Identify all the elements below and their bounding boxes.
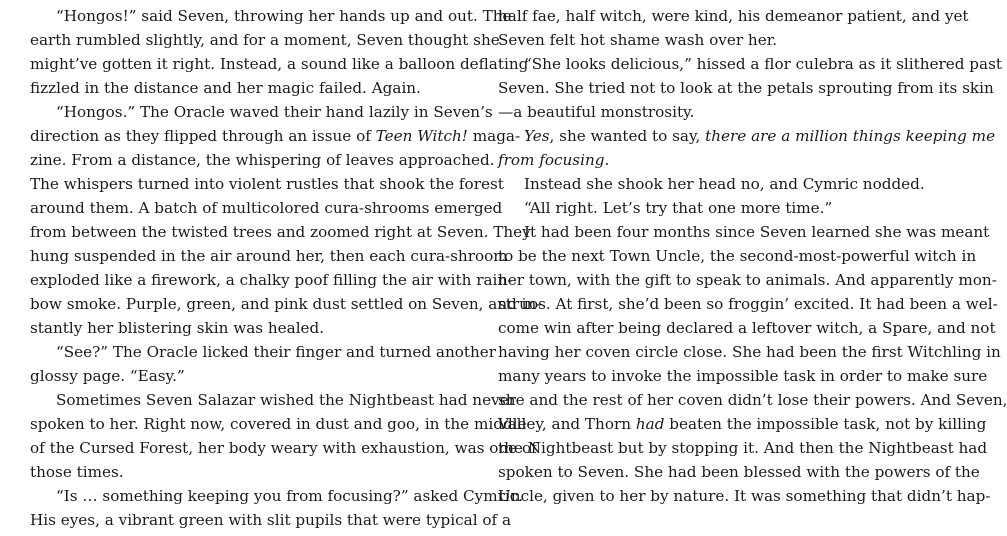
text-line xyxy=(498,28,930,52)
text-line xyxy=(498,76,994,100)
text-segment: Instead she shook her head no, and Cymric nodded. xyxy=(524,175,925,193)
text-segment: “Hongos!” said Seven, throwing her hands up and out. The xyxy=(56,7,512,25)
text-segment: come win after being declared a leftover witch, a Spare, and not xyxy=(498,319,996,337)
text-line xyxy=(30,460,462,484)
text-segment: glossy page. “Easy.” xyxy=(30,367,185,385)
text-line xyxy=(30,292,542,316)
text-line xyxy=(30,124,521,148)
text-line xyxy=(30,244,508,268)
text-segment: . xyxy=(604,151,610,169)
text-segment: maga- xyxy=(467,127,521,145)
text-segment: Uncle, given to her by nature. It was something that didn’t hap- xyxy=(498,487,991,505)
text-line xyxy=(30,28,500,52)
text-line xyxy=(498,4,969,28)
text-line xyxy=(498,316,996,340)
text-line xyxy=(498,172,930,196)
text-line xyxy=(498,340,1001,364)
text-line xyxy=(498,244,977,268)
text-segment: Sometimes Seven Salazar wished the Nightbeast had never xyxy=(56,391,516,409)
text-line xyxy=(498,148,930,172)
text-segment: “She looks delicious,” hissed a flor culebra as it slithered past xyxy=(524,55,1002,73)
text-line xyxy=(498,220,990,244)
text-line xyxy=(30,340,496,364)
text-line xyxy=(30,388,516,412)
text-segment: direction as they flipped through an issue of xyxy=(30,127,376,145)
text-segment: fizzled in the distance and her magic failed. Again. xyxy=(30,79,421,97)
text-segment: earth rumbled slightly, and for a moment, Seven thought she xyxy=(30,31,500,49)
text-line xyxy=(30,52,529,76)
italic-text: Yes xyxy=(524,127,550,145)
text-line xyxy=(30,196,503,220)
text-line xyxy=(30,508,512,532)
text-segment: hung suspended in the air around her, then each cura-shroom xyxy=(30,247,508,265)
text-line xyxy=(30,4,512,28)
text-segment: to be the next Town Uncle, the second-most-powerful witch in xyxy=(498,247,977,265)
text-segment: Seven felt hot shame wash over her. xyxy=(498,31,778,49)
text-segment: many years to invoke the impossible task in order to make sure xyxy=(498,367,988,385)
text-segment: she and the rest of her coven didn’t lose their powers. And Seven, xyxy=(498,391,1007,409)
text-line xyxy=(30,220,531,244)
text-segment: It had been four months since Seven learned she was meant xyxy=(524,223,990,241)
text-segment: from between the twisted trees and zoomed right at Seven. They xyxy=(30,223,531,241)
text-line xyxy=(498,124,996,148)
italic-text: had xyxy=(635,415,665,433)
text-segment: “Hongos.” The Oracle waved their hand lazily in Seven’s xyxy=(56,103,493,121)
italic-text: from focusing xyxy=(498,151,605,169)
text-line xyxy=(30,100,493,124)
text-segment: Seven. She tried not to look at the petals sprouting from its skin xyxy=(498,79,994,97)
text-segment: exploded like a firework, a chalky poof filling the air with rain- xyxy=(30,271,513,289)
text-segment: of the Cursed Forest, her body weary with exhaustion, was one of xyxy=(30,439,537,457)
text-line xyxy=(30,436,537,460)
text-line xyxy=(498,364,988,388)
text-segment: Valley, and Thorn xyxy=(498,415,636,433)
text-segment: those times. xyxy=(30,463,124,481)
text-line xyxy=(30,76,462,100)
text-segment: zine. From a distance, the whispering of leaves approached. xyxy=(30,151,495,169)
text-segment: , she wanted to say, xyxy=(549,127,706,145)
text-line xyxy=(498,388,1007,412)
text-segment: spoken to her. Right now, covered in dust and goo, in the middle xyxy=(30,415,527,433)
right-text-column xyxy=(498,4,1007,508)
text-segment: struos. At first, she’d been so froggin’ excited. It had been a wel- xyxy=(498,295,998,313)
text-line xyxy=(498,268,997,292)
text-segment: The whispers turned into violent rustles that shook the forest xyxy=(30,175,504,193)
text-line xyxy=(498,292,998,316)
text-segment: having her coven circle close. She had been the first Witchling in xyxy=(498,343,1001,361)
text-segment: stantly her blistering skin was healed. xyxy=(30,319,325,337)
text-segment: might’ve gotten it right. Instead, a sound like a balloon deflating xyxy=(30,55,529,73)
text-line xyxy=(30,364,462,388)
text-segment: —a beautiful monstrosity. xyxy=(498,103,695,121)
text-line xyxy=(498,100,930,124)
text-segment: her town, with the gift to speak to animals. And apparently mon- xyxy=(498,271,997,289)
text-line xyxy=(30,172,504,196)
left-text-column xyxy=(30,4,542,532)
text-segment: “Is … something keeping you from focusing?” asked Cymric. xyxy=(56,487,524,505)
text-line xyxy=(498,196,930,220)
text-segment: “See?” The Oracle licked their finger and turned another xyxy=(56,343,496,361)
text-segment: His eyes, a vibrant green with slit pupils that were typical of a xyxy=(30,511,512,529)
text-line xyxy=(30,268,513,292)
text-segment: spoken to Seven. She had been blessed with the powers of the xyxy=(498,463,980,481)
text-line xyxy=(30,412,527,436)
text-line xyxy=(498,460,980,484)
text-line xyxy=(498,484,991,508)
text-line xyxy=(498,52,1002,76)
text-segment: around them. A batch of multicolored cura-shrooms emerged xyxy=(30,199,503,217)
text-segment: beaten the impossible task, not by killing xyxy=(664,415,987,433)
text-segment: half fae, half witch, were kind, his demeanor patient, and yet xyxy=(498,7,969,25)
text-line xyxy=(498,412,987,436)
text-line xyxy=(30,316,462,340)
text-line xyxy=(30,148,495,172)
text-line xyxy=(498,436,988,460)
italic-text: Teen Witch! xyxy=(375,127,468,145)
text-line xyxy=(30,484,524,508)
italic-text: there are a million things keeping me xyxy=(705,127,996,145)
text-segment: “All right. Let’s try that one more time.” xyxy=(524,199,833,217)
text-segment: bow smoke. Purple, green, and pink dust settled on Seven, and in- xyxy=(30,295,542,313)
text-segment: the Nightbeast but by stopping it. And then the Nightbeast had xyxy=(498,439,988,457)
